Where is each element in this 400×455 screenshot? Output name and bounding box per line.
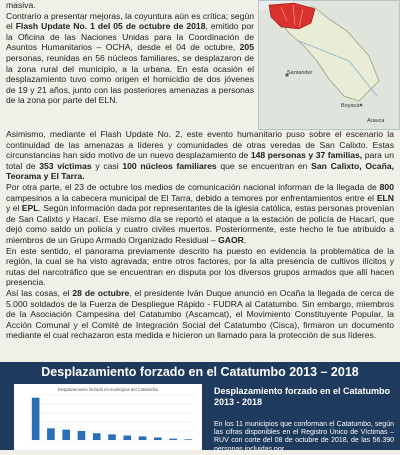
p3-i: . <box>243 234 247 245</box>
paragraph-5 <box>6 288 394 341</box>
bar <box>154 438 162 440</box>
map-label-arauca: Arauca <box>367 118 385 124</box>
chart-title: Desplazamiento forzado en municipios del Catatumbo <box>57 387 159 392</box>
bar <box>93 433 101 440</box>
p3-a: Por otra parte, el 23 de octubre los medios de comunicación nacional informan de la llegada de <box>6 181 380 192</box>
map-label-boyaca: Boyacá <box>341 103 360 109</box>
chart-card <box>14 384 202 450</box>
p1-d: 205 <box>239 42 254 53</box>
p3-g: . Según información dada por representantes de la iglesia católica, estas personas provenían de San Calixto y Hacarí. Ese mismo día se reportó el ataque a la estación de policía de Hacarí, que dejó como saldo un policía y cuatro civiles muertos. Posteriormente, este hecho le fue atribuido a miembros de un Grupo Armado Organizado Residual – <box>6 203 394 245</box>
p3-e: y el <box>6 203 22 214</box>
p3-f: EPL <box>21 203 39 214</box>
article-full-width <box>6 129 394 341</box>
p2-d: 353 víctimas <box>39 160 92 171</box>
map-label-santander: Santander <box>287 70 313 76</box>
bar <box>32 398 40 440</box>
section-title: Desplazamiento forzado en el Catatumbo 2013 – 2018 <box>0 362 400 382</box>
side-panel <box>214 386 394 454</box>
p0-text: masiva. <box>6 0 36 10</box>
p3-b: 800 <box>379 181 394 192</box>
p2-c: para un total de <box>6 150 394 171</box>
paragraph-1 <box>6 11 254 106</box>
p1-e: personas, reunidas en 56 núcleos familiares, se desplazaron de la zona rural del municipio, a la urbana. En esta ocasión el desplazamiento tuvo como origen el homicidio de dos jóvenes de 19 y 21 años, junto con las posteriores amenazas a personas de la zona por parte del ELN. <box>6 52 254 106</box>
bar <box>169 439 177 440</box>
p2-h: San Calixto, Ocaña, Teorama y El Tarra. <box>6 160 394 182</box>
paragraph-2 <box>6 129 394 182</box>
p4-text: En este sentido, el panorama previamente descrito ha puesto en evidencia la problemática de la región, la cual se ha visto agravada; entre otros factores, por la alta presencia de cultivos ilícitos y rutas del narcotráfico que se encuentran en disputa por los diversos grupos armados que allí hacen presencia. <box>6 245 394 288</box>
p1-a: Contrario a presentar mejoras, la coyuntura aún es crítica; según el <box>6 10 254 32</box>
p3-d: ELN <box>376 192 394 203</box>
p2-g: que se encuentran en <box>216 160 312 171</box>
p3-c: campesinos a la cabecera municipal de El Tarra, debido a temores por enfrentamientos entre el <box>6 192 377 203</box>
p2-f: 100 núcleos familiares <box>122 160 217 171</box>
bar <box>185 439 193 440</box>
p2-b: 148 personas y 37 familias, <box>250 150 363 161</box>
map-svg <box>259 1 399 129</box>
p2-a: Asimismo, mediante el Flash Update No. 2, este evento humanitario puso sobre el escenario la continuidad de las amenazas a líderes y comunidades de otras veredas de San Calixto. Estas circunstancias han sido motivo de un nuevo desplazamiento de <box>6 129 394 161</box>
p5-c: , el presidente Iván Duque anunció en Ocaña la llegada de cerca de 5.000 soldados de la Fuerza de Despliegue Rápido - FUDRA al Catatumbo. Sin embargo, miembros de la Asociación Campesina del Catatumbo (Ascamcat), el Movimiento Constituyente Popular, la Acción Comunal y el Comité de Integración Social del Catatumbo (Cisca), firmaron un documento mediante el cual rechazaron esta medida e hicieron un llamado para la protección de sus líderes. <box>6 287 394 341</box>
paragraph-3 <box>6 182 394 246</box>
catatumbo-map <box>258 0 400 130</box>
side-title: Desplazamiento forzado en el Catatumbo 2013 - 2018 <box>214 386 391 407</box>
bar <box>62 430 70 440</box>
p5-b: 28 de octubre <box>72 287 130 298</box>
bar <box>139 436 147 440</box>
displacement-section <box>0 362 400 453</box>
paragraph-4 <box>6 246 394 288</box>
paragraph-0 <box>6 0 254 11</box>
p2-e: y casi <box>91 160 123 171</box>
p3-h: GAOR <box>218 234 244 245</box>
p5-a: Así las cosas, el <box>6 287 73 298</box>
bar <box>47 428 55 440</box>
bar <box>123 436 131 441</box>
bar <box>78 431 86 440</box>
side-body: En los 11 municipios que conforman el Catatumbo, según las cifras disponibles en el Registro Único de Víctimas – RUV con corte del 08 de octubre de 2018, de las 56.390 personas incluidas por <box>214 421 394 453</box>
displacement-bar-chart <box>14 384 202 450</box>
p1-c: , emitido por la Oficina de las Naciones Unidas para la Coordinación de Asuntos Humanitarios – OCHA, desde el 04 de octubre, <box>6 21 254 53</box>
p1-b: Flash Update No. 1 del 05 de octubre de 2018 <box>15 21 206 32</box>
article-left-column <box>6 0 254 106</box>
bar <box>108 434 116 440</box>
